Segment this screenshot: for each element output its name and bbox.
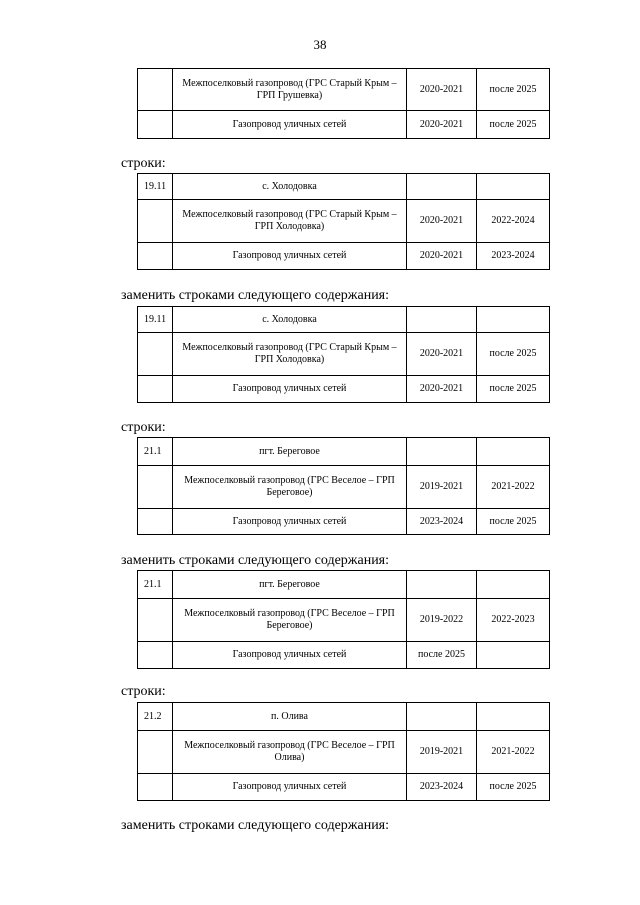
row-period-start — [407, 703, 477, 731]
row-name: Газопровод уличных сетей — [173, 243, 407, 270]
row-name: Газопровод уличных сетей — [173, 642, 407, 669]
table-row — [138, 509, 550, 535]
row-period-end — [477, 307, 550, 333]
row-period-start: 2023-2024 — [407, 509, 477, 535]
row-number — [138, 731, 173, 774]
table-row — [138, 174, 550, 200]
row-period-end: после 2025 — [477, 376, 550, 403]
row-number: 21.1 — [138, 438, 173, 466]
row-period-start: 2020-2021 — [407, 376, 477, 403]
table-row — [138, 466, 550, 509]
row-name: Межпоселковый газопровод (ГРС Веселое – ГРП Береговое) — [173, 466, 407, 509]
page-number: 38 — [313, 37, 327, 52]
row-period-end — [477, 703, 550, 731]
table-row — [138, 774, 550, 801]
row-period-end: после 2025 — [477, 333, 550, 376]
row-number — [138, 466, 173, 509]
row-name: Межпоселковый газопровод (ГРС Старый Крым – ГРП Холодовка) — [173, 200, 407, 243]
table-row — [138, 200, 550, 243]
row-period-start: 2020-2021 — [407, 200, 477, 243]
row-period-start: 2019-2021 — [407, 466, 477, 509]
row-period-start: 2020-2021 — [407, 69, 477, 111]
table-0 — [137, 68, 550, 139]
section-label-rows: строки: — [121, 420, 166, 435]
table-3 — [137, 437, 550, 535]
row-number: 19.11 — [138, 307, 173, 333]
row-period-start — [407, 571, 477, 599]
row-name: с. Холодовка — [173, 307, 407, 333]
row-number — [138, 111, 173, 139]
table-2 — [137, 306, 550, 403]
row-name: Межпоселковый газопровод (ГРС Старый Крым – ГРП Холодовка) — [173, 333, 407, 376]
row-period-end: 2021-2022 — [477, 466, 550, 509]
row-period-start: 2020-2021 — [407, 111, 477, 139]
row-period-end — [477, 174, 550, 200]
row-number — [138, 376, 173, 403]
section-label-replace: заменить строками следующего содержания: — [121, 553, 390, 568]
table-row — [138, 438, 550, 466]
row-name: с. Холодовка — [173, 174, 407, 200]
row-name: Газопровод уличных сетей — [173, 774, 407, 801]
row-name: п. Олива — [173, 703, 407, 731]
table-4 — [137, 570, 550, 669]
row-number — [138, 599, 173, 642]
row-number: 21.1 — [138, 571, 173, 599]
row-period-start: 2019-2021 — [407, 731, 477, 774]
table-row — [138, 731, 550, 774]
row-number — [138, 243, 173, 270]
table-row — [138, 307, 550, 333]
table-row — [138, 703, 550, 731]
section-label-replace: заменить строками следующего содержания: — [121, 818, 390, 833]
row-period-start — [407, 438, 477, 466]
row-period-end — [477, 642, 550, 669]
row-name: пгт. Береговое — [173, 438, 407, 466]
row-name: Газопровод уличных сетей — [173, 111, 407, 139]
table-row — [138, 599, 550, 642]
row-period-start — [407, 307, 477, 333]
table-5 — [137, 702, 550, 801]
row-period-start: 2019-2022 — [407, 599, 477, 642]
row-number — [138, 642, 173, 669]
row-number: 21.2 — [138, 703, 173, 731]
row-number — [138, 69, 173, 111]
row-period-start: после 2025 — [407, 642, 477, 669]
row-number — [138, 509, 173, 535]
table-row — [138, 111, 550, 139]
row-name: Газопровод уличных сетей — [173, 376, 407, 403]
row-name: Межпоселковый газопровод (ГРС Веселое – ГРП Береговое) — [173, 599, 407, 642]
row-number — [138, 333, 173, 376]
row-period-start: 2020-2021 — [407, 333, 477, 376]
row-number — [138, 774, 173, 801]
table-row — [138, 376, 550, 403]
row-period-start: 2020-2021 — [407, 243, 477, 270]
table-row — [138, 571, 550, 599]
table-row — [138, 69, 550, 111]
table-row — [138, 243, 550, 270]
row-period-start — [407, 174, 477, 200]
row-period-end: после 2025 — [477, 111, 550, 139]
row-period-end — [477, 571, 550, 599]
section-label-rows: строки: — [121, 684, 166, 699]
table-row — [138, 642, 550, 669]
table-1 — [137, 173, 550, 270]
row-period-end — [477, 438, 550, 466]
table-row — [138, 333, 550, 376]
row-period-end: 2023-2024 — [477, 243, 550, 270]
row-period-start: 2023-2024 — [407, 774, 477, 801]
section-label-replace: заменить строками следующего содержания: — [121, 288, 390, 303]
row-number: 19.11 — [138, 174, 173, 200]
row-period-end: после 2025 — [477, 509, 550, 535]
row-name: Газопровод уличных сетей — [173, 509, 407, 535]
row-period-end: 2022-2023 — [477, 599, 550, 642]
row-number — [138, 200, 173, 243]
row-period-end: после 2025 — [477, 69, 550, 111]
row-name: пгт. Береговое — [173, 571, 407, 599]
row-name: Межпоселковый газопровод (ГРС Веселое – ГРП Олива) — [173, 731, 407, 774]
section-label-rows: строки: — [121, 156, 166, 171]
row-period-end: 2022-2024 — [477, 200, 550, 243]
row-period-end: после 2025 — [477, 774, 550, 801]
row-name: Межпоселковый газопровод (ГРС Старый Крым – ГРП Грушевка) — [173, 69, 407, 111]
row-period-end: 2021-2022 — [477, 731, 550, 774]
